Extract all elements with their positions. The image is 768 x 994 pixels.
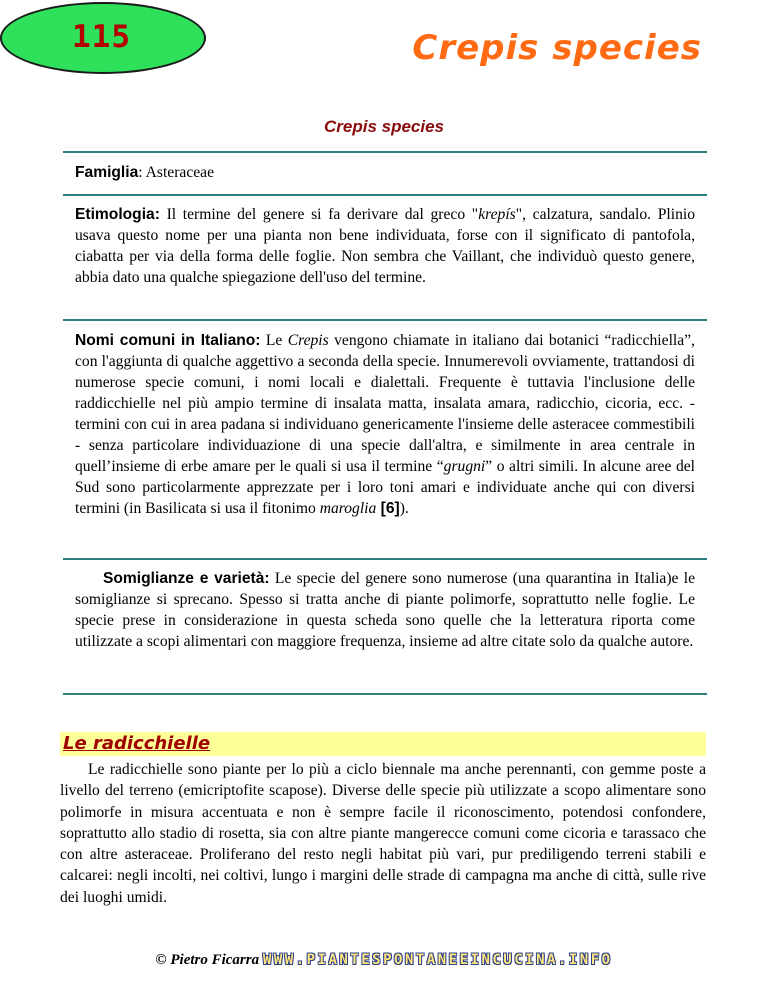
famiglia-label: Famiglia (75, 164, 139, 181)
etimologia-text: Il termine del genere si fa derivare dal greco " (159, 206, 479, 223)
nomi-comuni-label: Nomi comuni in Italiano: (75, 332, 261, 349)
footer (0, 952, 768, 969)
famiglia-value: : Asteraceae (138, 164, 215, 181)
maroglia-term: maroglia (319, 500, 377, 517)
nomi-comuni-text: Le (260, 332, 288, 349)
etimologia-greek-word: krepís (478, 206, 516, 223)
section-heading: Le radicchielle (63, 733, 211, 754)
somiglianze-section (75, 568, 695, 652)
page-title: Crepis species (412, 28, 702, 68)
divider (63, 151, 707, 153)
nomi-comuni-text-3: ” o altri simili. In alcune aree del Sud sono particolarmente apprezzate per i loro toni amari e individuate anche qui con diversi termini (in Basilicata si usa il fitonimo (75, 458, 695, 517)
genus-name: Crepis (287, 332, 329, 349)
divider (63, 319, 707, 321)
copyright-author: © Pietro Ficarra (155, 952, 260, 968)
somiglianze-text: Le specie del genere sono numerose (una quarantina in Italia)e le somiglianze si sprecano. Spesso si tratta anche di piante polimorfe, soprattutto nelle foglie. Le specie prese in considerazione in questa scheda sono quelle che la letteratura riporta come utilizzate a scopi alimentari con maggiore frequenza, insieme ad altre citate solo da qualche autore. (75, 570, 695, 650)
etimologia-text-2: ", calzatura, sandalo. Plinio usava questo nome per una pianta non bene individuata, forse con il significato di pantofola, ciabatta per via della forma delle foglie. Non sembra che Vaillant, che individuò questo genere, abbia dato una qualche spiegazione dell'uso del termine. (75, 206, 696, 286)
reference-link: [6] (376, 500, 400, 517)
grugni-term: grugni (443, 458, 486, 475)
etimologia-section (75, 204, 695, 288)
page-number: 115 (72, 19, 131, 55)
divider (63, 558, 707, 560)
species-subtitle: Crepis species (323, 117, 444, 136)
divider (63, 693, 707, 695)
famiglia-section (75, 162, 695, 183)
nomi-comuni-section (75, 330, 695, 519)
radicchielle-paragraph: Le radicchielle sono piante per lo più a ciclo biennale ma anche perennanti, con gemme poste a livello del terreno (emicriptofite scapose). Diverse delle specie più utilizzate a scopo alimentare sono polimorfe in misura accentuata e non è sempre facile il riconoscimento, potendosi confondere, soprattutto allo stadio di rosetta, sia con altre piante mangerecce comuni come cicoria e tarassaco che con altre asteraceae. Proliferano del resto negli habitat più vari, pur prediligendo terreni stabili e calcarei: negli incolti, nei coltivi, lungo i margini delle strade di campagna ma anche di città, sulle rive dei luoghi umidi. (60, 761, 706, 906)
nomi-comuni-text-4: ). (399, 500, 409, 517)
somiglianze-label: Somiglianze e varietà: (103, 570, 270, 587)
divider (63, 194, 707, 196)
etimologia-label: Etimologia: (75, 206, 160, 223)
website-link[interactable]: WWW.PIANTESPONTANEEINCUCINA.INFO (262, 952, 613, 968)
nomi-comuni-text-2: vengono chiamate in italiano dai botanici “radicchiella”, con l'aggiunta di qualche aggettivo a seconda della specie. Innumerevoli ovviamente, trattandosi di numerose specie comuni, i nomi locali e dialettali. Frequente è tuttavia l'inclusione delle raddicchielle nel più ampio termine di insalata matta, insalata amara, radicchio, cicoria, ecc. - termini con cui in area padana si individuano genericamente l'insieme delle asteracee commestibili - senza particolare individuazione di una specie dall'altra, e similmente in area centrale in quell’insieme di erbe amare per le quali si usa il termine “ (75, 332, 695, 475)
